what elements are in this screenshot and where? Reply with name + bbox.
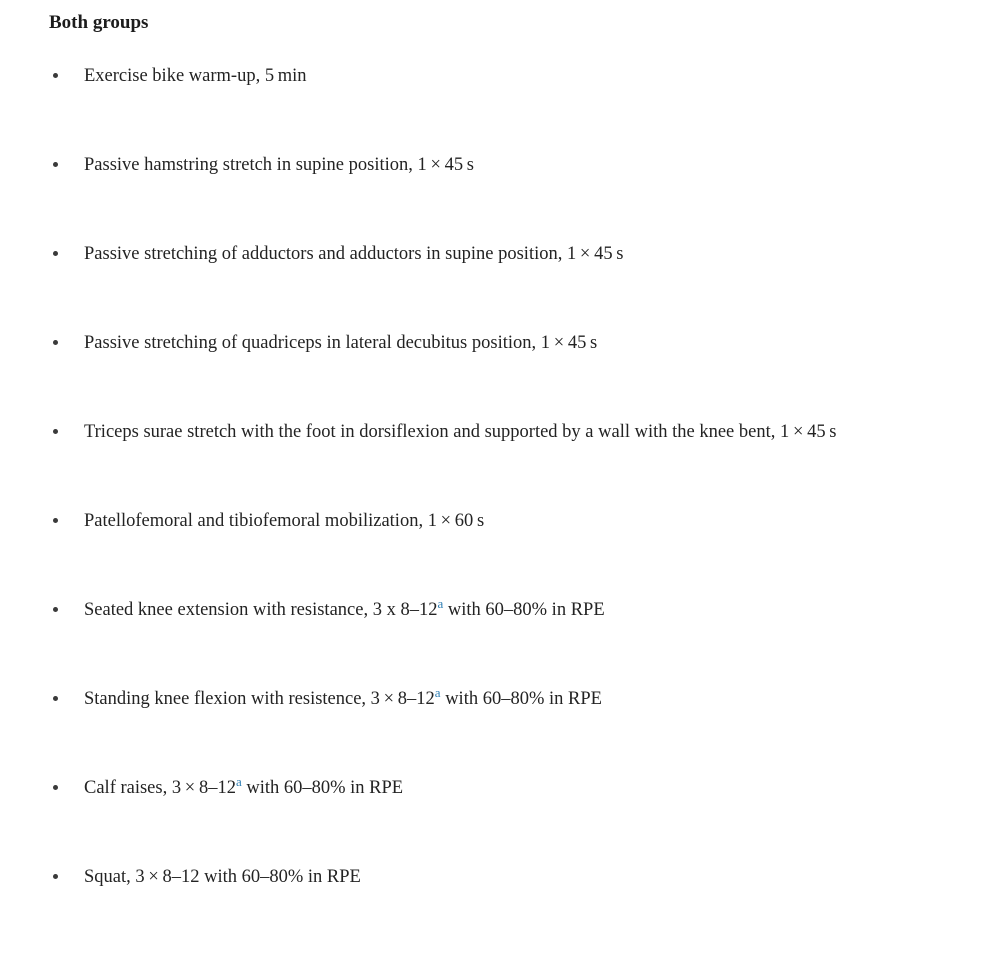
section-heading: Both groups	[49, 12, 149, 33]
list-item-text: Standing knee flexion with resistence, 3 × 8–12	[84, 689, 435, 709]
list-item-text: Passive stretching of quadriceps in lateral decubitus position, 1 × 45 s	[84, 333, 598, 353]
footnote-link-a[interactable]: a	[434, 684, 441, 700]
exercise-list	[49, 58, 984, 895]
list-item	[49, 770, 984, 806]
footnote-link-a[interactable]: a	[437, 595, 444, 611]
list-item-text: Calf raises, 3 × 8–12	[84, 778, 236, 798]
bullet-icon	[53, 162, 58, 167]
list-item-text: Exercise bike warm-up, 5 min	[84, 66, 307, 86]
list-item	[49, 681, 984, 717]
list-item-text: Seated knee extension with resistance, 3 x 8–12	[84, 600, 438, 620]
bullet-icon	[53, 874, 58, 879]
list-item	[49, 147, 984, 183]
bullet-icon	[53, 340, 58, 345]
list-item	[49, 325, 984, 361]
bullet-icon	[53, 429, 58, 434]
bullet-icon	[53, 696, 58, 701]
list-item	[49, 503, 984, 539]
list-item-text: Passive stretching of adductors and adductors in supine position, 1 × 45 s	[84, 244, 624, 264]
list-item	[49, 236, 984, 272]
bullet-icon	[53, 785, 58, 790]
list-item	[49, 414, 984, 450]
list-item-text: Triceps surae stretch with the foot in dorsiflexion and supported by a wall with the knee bent, 1 × 45 s	[84, 422, 837, 442]
bullet-icon	[53, 251, 58, 256]
list-item	[49, 58, 984, 94]
bullet-icon	[53, 73, 58, 78]
bullet-icon	[53, 518, 58, 523]
list-item	[49, 859, 984, 895]
list-item-text: with 60–80% in RPE	[241, 778, 404, 798]
footnote-link-a[interactable]: a	[235, 773, 242, 789]
bullet-icon	[53, 607, 58, 612]
list-item-text: with 60–80% in RPE	[443, 600, 605, 620]
list-item-text: Patellofemoral and tibiofemoral mobilization, 1 × 60 s	[84, 511, 485, 531]
list-item-text: with 60–80% in RPE	[440, 689, 602, 709]
list-item-text: Passive hamstring stretch in supine position, 1 × 45 s	[84, 155, 474, 175]
list-item	[49, 592, 984, 628]
list-item-text: Squat, 3 × 8–12 with 60–80% in RPE	[84, 867, 361, 887]
